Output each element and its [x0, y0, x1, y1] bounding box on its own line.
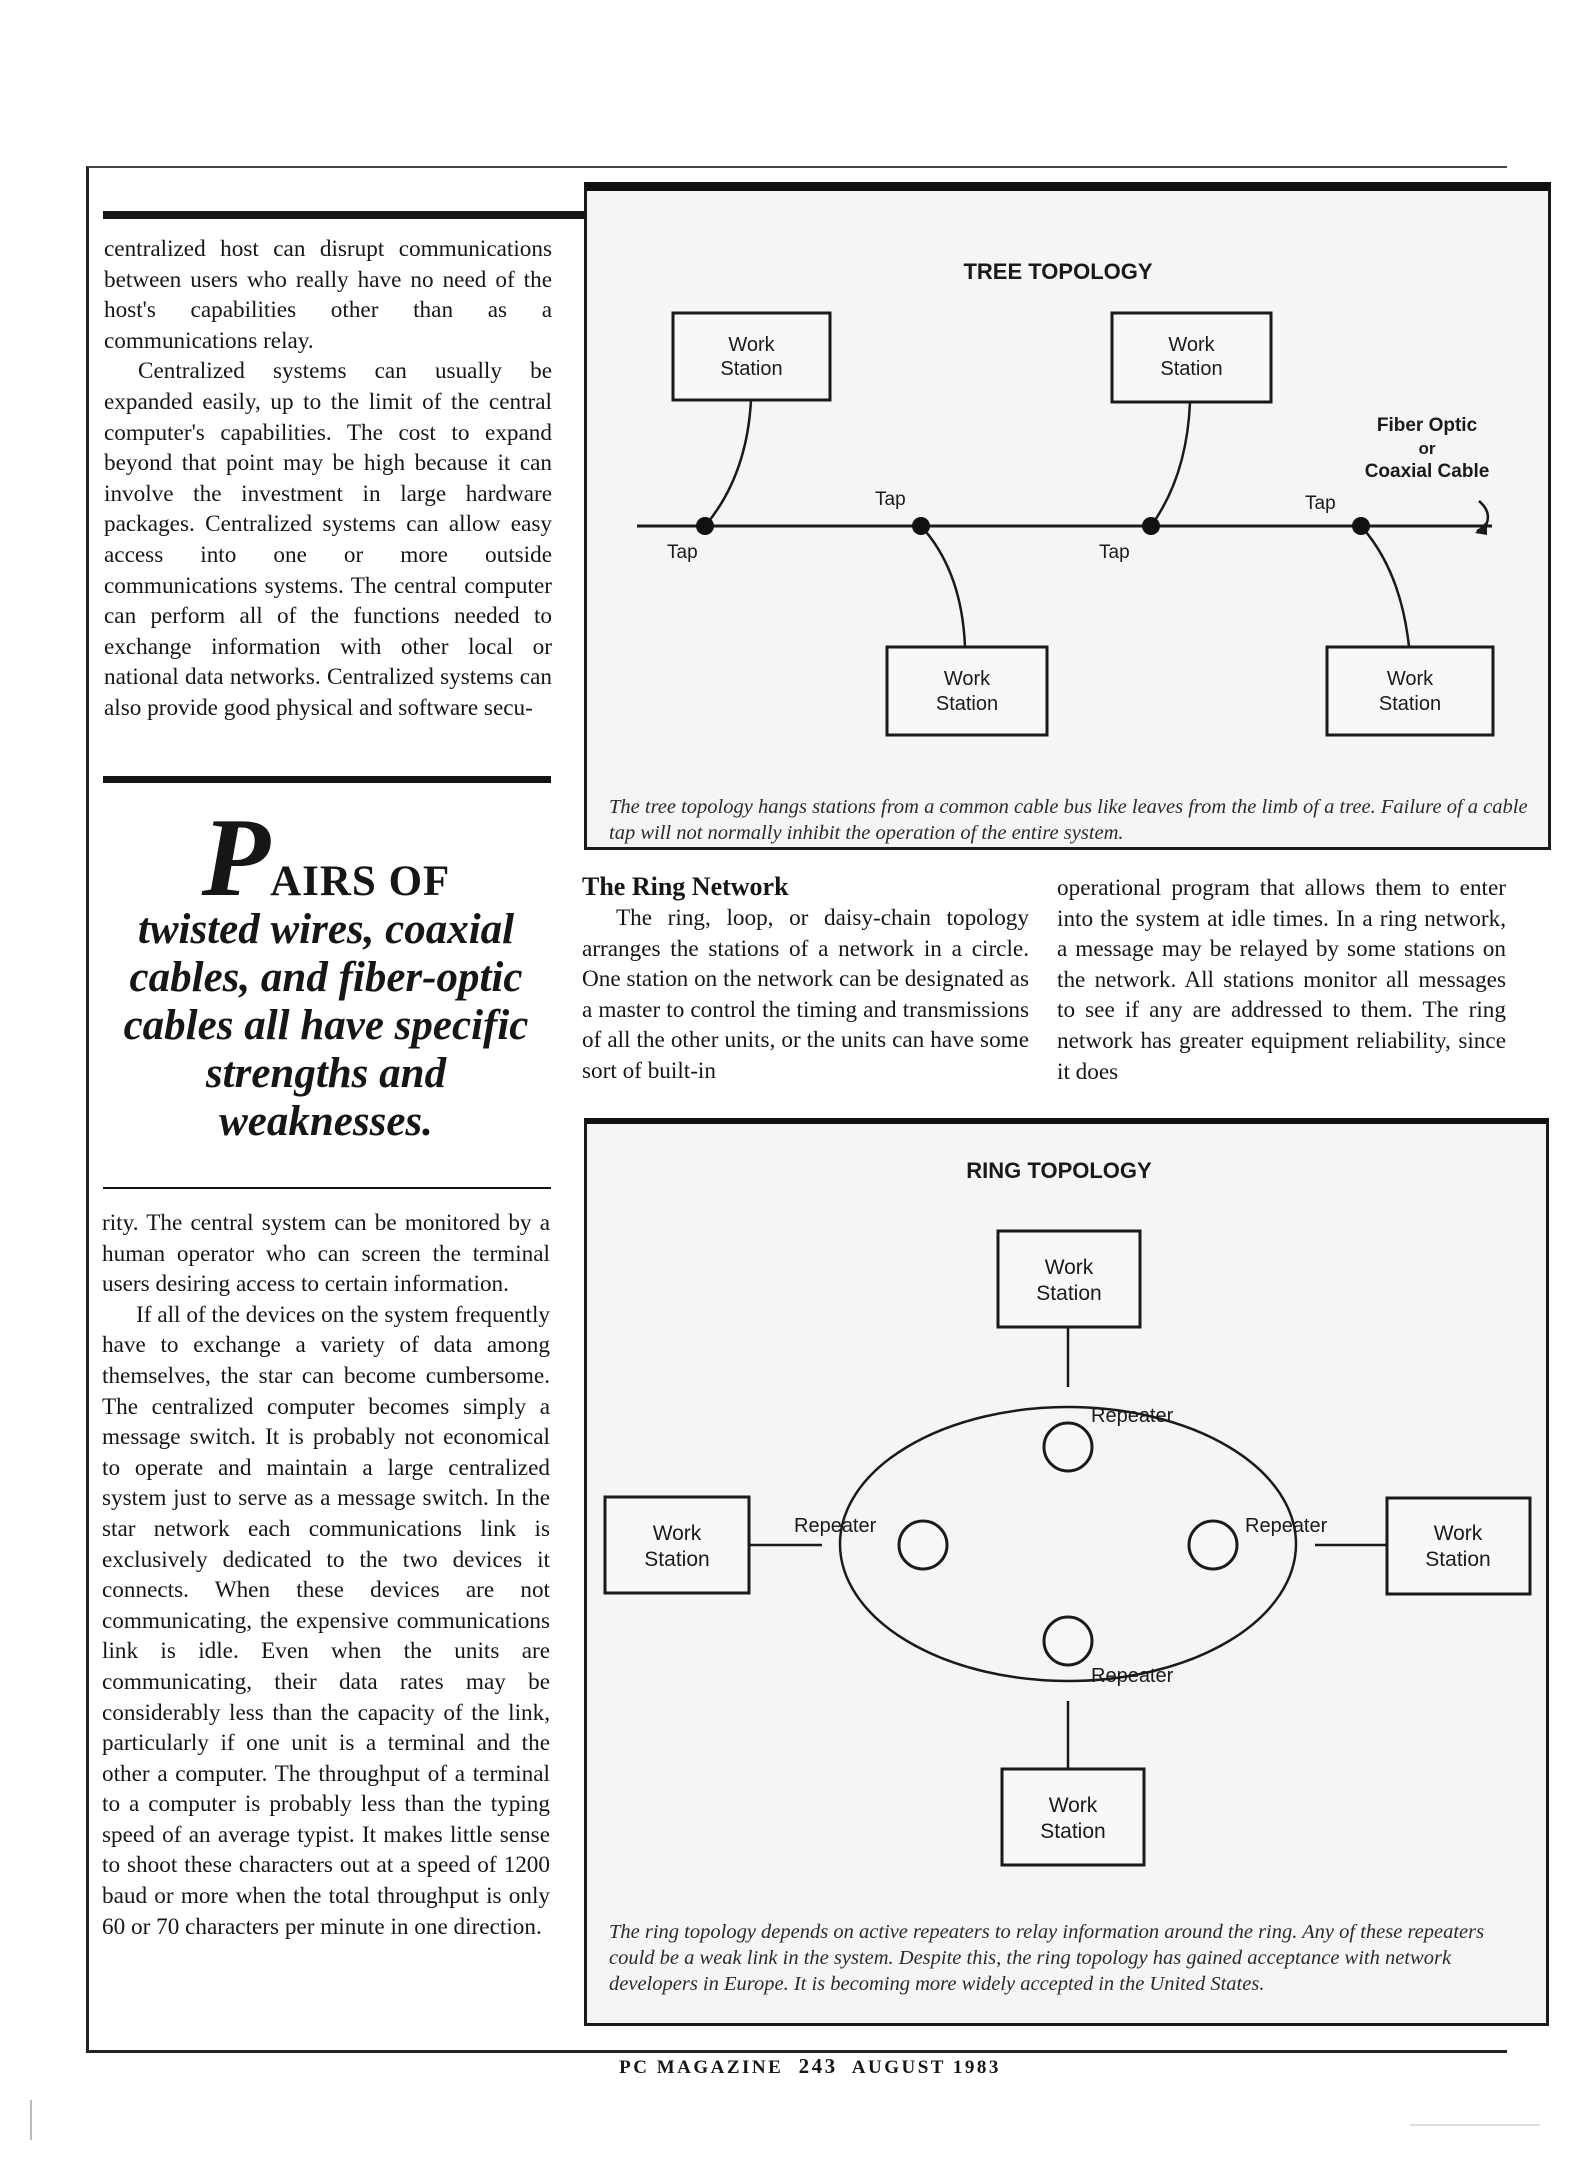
work-station-lower-right — [1327, 647, 1493, 735]
drop-cable — [1151, 402, 1190, 526]
pull-quote-caps: AIRS OF — [270, 858, 451, 905]
svg-text:Station: Station — [935, 693, 999, 715]
tap-label: Tap — [1305, 493, 1336, 514]
left-column-top-text — [104, 234, 552, 724]
left-column-bottom-text — [102, 1208, 550, 1942]
tap-label: Tap — [1099, 542, 1130, 563]
repeater-top — [1044, 1423, 1092, 1471]
svg-text:Station: Station — [1036, 1282, 1102, 1305]
svg-text:Work: Work — [943, 668, 991, 690]
cable-tap — [912, 517, 930, 535]
drop-cable — [705, 400, 751, 526]
pull-quote-line: cables all have specific — [123, 1002, 529, 1049]
svg-text:Work: Work — [1386, 668, 1434, 690]
svg-text:Station: Station — [720, 358, 783, 380]
pull-quote-top-rule — [103, 776, 551, 783]
drop-cap: P — [201, 796, 271, 920]
svg-text:Station: Station — [1160, 358, 1223, 380]
cable-tap — [1142, 517, 1160, 535]
repeater-label: Repeater — [1091, 1665, 1174, 1687]
scan-edge-mark — [1410, 2124, 1540, 2126]
paragraph: If all of the devices on the system frequently have to exchange a variety of data among themselves, the star can become cumbersome. The centralized computer becomes simply a message switch. It is probably not economical to operate and maintain a large centralized system just to serve as a message switch. In the star network each communications link is exclusively dedicated to the two devices it connects. When these devices are not communicating, the expensive communications link is idle. Even when the units are communicating, their data rates may be considerably less than the capacity of the link, particularly if one unit is a terminal and the other a computer. The throughput of a terminal to a computer is probably less than the typing speed of an average typist. It makes little sense to shoot these characters out at a speed of 1200 baud or more when the total throughput is only 60 or 70 characters per minute in one direction. — [102, 1301, 550, 1940]
left-top-rule — [103, 211, 585, 219]
pull-quote — [100, 796, 552, 1146]
work-station-lower-left — [887, 647, 1047, 735]
paragraph: operational program that allows them to enter into the system at idle times. In a ring network, a message may be relayed by some stations on the network. All stations monitor all messages to see if any are addressed to them. The ring network has greater equipment reliability, since it does — [1057, 875, 1506, 1085]
svg-text:Station: Station — [1425, 1548, 1491, 1571]
repeater-left — [899, 1521, 947, 1569]
tree-topology-diagram — [587, 191, 1554, 859]
pull-quote-line: strengths and — [205, 1050, 447, 1097]
svg-text:Work: Work — [1044, 1256, 1094, 1279]
issue-date: AUGUST 1983 — [851, 2057, 1001, 2078]
scan-edge-mark — [30, 2100, 32, 2140]
page-number: 243 — [798, 2054, 838, 2078]
svg-text:Work: Work — [652, 1522, 702, 1545]
svg-text:Work: Work — [1168, 334, 1215, 356]
ring-topology-title: RING TOPOLOGY — [966, 1158, 1152, 1183]
work-station-top — [998, 1231, 1140, 1327]
paragraph: Centralized systems can usually be expanded easily, up to the limit of the central computer's capabilities. The cost to expand beyond that point may be high because it can involve the investment in large hardware packages. Centralized systems can allow easy access into one or more outside communications systems. The central computer can perform all of the functions needed to exchange information with other local or national data networks. Centralized systems can also provide good physical and software secu- — [104, 358, 552, 721]
section-heading: The Ring Network — [582, 872, 789, 901]
cable-label: Fiber Optic — [1376, 415, 1478, 436]
svg-text:Station: Station — [1040, 1820, 1106, 1843]
tap-label: Tap — [667, 542, 698, 563]
tree-figure-caption: The tree topology hangs stations from a common cable bus like leaves from the limb of a tree. Failure of a cable tap will not normally inhibit the operation of the entire system. — [609, 796, 1528, 844]
repeater-label: Repeater — [1091, 1405, 1174, 1427]
repeater-label: Repeater — [794, 1515, 877, 1537]
svg-text:Work: Work — [1048, 1794, 1098, 1817]
work-station-upper-right — [1112, 313, 1271, 402]
work-station-left — [605, 1497, 749, 1593]
paragraph: The ring, loop, or daisy-chain topology arranges the stations of a network in a circle. One station on the network can be designated as a master to control the timing and transmissions of all the other units, or the units can have some sort of built-in — [582, 905, 1029, 1084]
work-station-right — [1387, 1498, 1530, 1594]
repeater-bottom — [1044, 1617, 1092, 1665]
svg-text:Work: Work — [1433, 1522, 1483, 1545]
ring-figure-caption: The ring topology depends on active repeaters to relay information around the ring. Any of these repeaters could be a weak link in the system. Despite this, the ring topology has gained acceptance with network developers in Europe. It is becoming more widely accepted in the United States. — [609, 1921, 1485, 1995]
cable-tap — [1352, 517, 1370, 535]
cable-label: Coaxial Cable — [1364, 461, 1490, 482]
ring-topology-diagram — [587, 1124, 1552, 2032]
cable-tap — [696, 517, 714, 535]
repeater-label: Repeater — [1245, 1515, 1328, 1537]
work-station-upper-left — [673, 313, 830, 400]
svg-text:Station: Station — [644, 1548, 710, 1571]
repeater-right — [1189, 1521, 1237, 1569]
pull-quote-line: weaknesses. — [219, 1098, 433, 1145]
page-footer — [600, 2054, 1020, 2079]
ring-network-col2 — [1057, 873, 1506, 1087]
pull-quote-line: twisted wires, coaxial — [137, 906, 515, 953]
tap-label: Tap — [875, 489, 906, 510]
cable-label: or — [1418, 439, 1436, 458]
ring-network-col1 — [582, 871, 1029, 1087]
tree-topology-title: TREE TOPOLOGY — [963, 259, 1153, 284]
magazine-name: PC MAGAZINE — [619, 2057, 784, 2078]
pull-quote-first-line — [100, 796, 552, 920]
paragraph: centralized host can disrupt communications between users who really have no need of the host's capabilities other than as a communications relay. — [104, 236, 552, 354]
svg-text:Work: Work — [728, 334, 775, 356]
pull-quote-line: cables, and fiber-optic — [129, 954, 523, 1001]
tree-topology-figure — [584, 182, 1551, 850]
drop-cable — [1361, 526, 1409, 647]
paragraph: rity. The central system can be monitored by a human operator who can screen the terminal users desiring access to certain information. — [102, 1210, 550, 1298]
work-station-bottom — [1002, 1769, 1144, 1865]
ring-topology-figure — [584, 1118, 1549, 2026]
svg-text:Station: Station — [1378, 693, 1442, 715]
pull-quote-bottom-rule — [103, 1187, 551, 1189]
arrow-head — [1475, 521, 1487, 535]
drop-cable — [921, 526, 965, 647]
